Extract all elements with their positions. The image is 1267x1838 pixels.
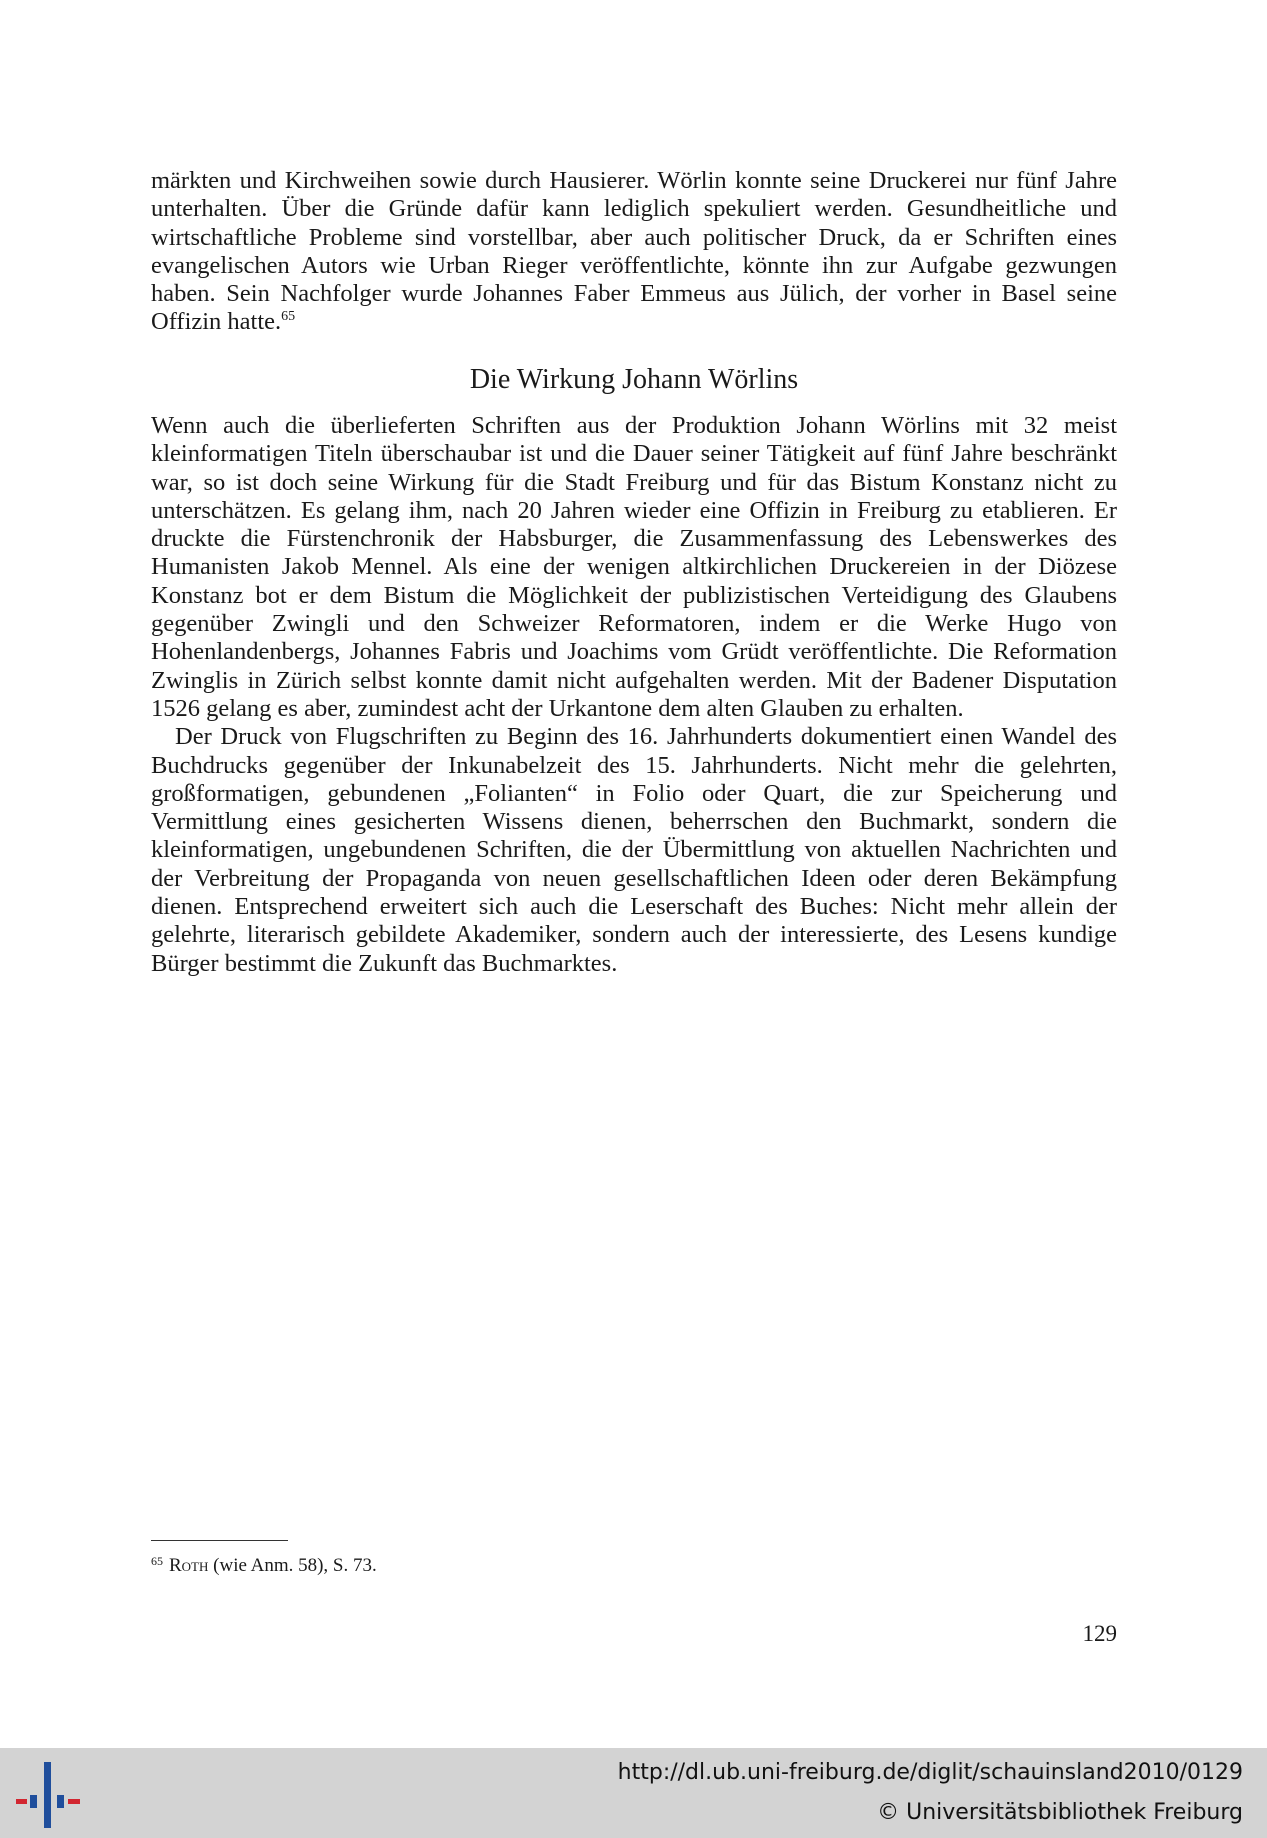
section-paragraph-2: Der Druck von Flugschriften zu Beginn des 16. Jahrhunderts dokumentiert einen Wandel des Buchdrucks gegenüber der Inkunabelzeit des 15. Jahrhunderts. Nicht mehr die gelehrten, großformatigen, gebundenen „Folianten“ in Folio oder Quart, die zur Speicherung und Vermittlung eines gesicherten Wissens dienen, beherrschen den Buchmarkt, sondern die kleinformatigen, ungebundenen Schriften, die der Übermittlung von aktuellen Nachrichten und der Verbreitung der Propaganda von neuen gesellschaftlichen Ideen oder deren Bekämpfung dienen. Entsprechend erweitert sich auch die Leserschaft des Buches: Nicht mehr allein der gelehrte, literarisch gebildete Akademiker, sondern auch der interessierte, des Lesens kundige Bürger bestimmt die Zukunft das Buchmarktes. <box>151 723 1117 977</box>
footnote-author: Roth <box>169 1555 209 1576</box>
section-heading: Die Wirkung Johann Wörlins <box>469 364 799 395</box>
footnote-divider <box>151 1540 288 1541</box>
footnote-text: (wie Anm. 58), S. 73. <box>208 1555 377 1576</box>
footnote <box>151 1549 1117 1578</box>
footer-copyright: © Universitätsbibliothek Freiburg <box>877 1800 1243 1825</box>
footnote-reference[interactable]: 65 <box>281 309 296 325</box>
page-number: 129 <box>1082 1621 1117 1646</box>
section-paragraph-1: Wenn auch die überlieferten Schriften aus der Produktion Johann Wörlins mit 32 meist kleinformatigen Titeln überschaubar ist und die Dauer seiner Tätigkeit auf fünf Jahre beschränkt war, so ist doch seine Wirkung für die Stadt Freiburg und für das Bistum Konstanz nicht zu unterschätzen. Es gelang ihm, nach 20 Jahren wieder eine Offizin in Freiburg zu etablieren. Er druckte die Fürstenchronik der Habsburger, die Zusammenfassung des Lebenswerkes des Humanisten Jakob Mennel. Als eine der wenigen altkirchlichen Druckereien in der Diözese Konstanz bot er dem Bistum die Möglichkeit der publizistischen Verteidigung des Glaubens gegenüber Zwingli und den Schweizer Reformatoren, indem er die Werke Hugo von Hohenlandenbergs, Johannes Fabris und Joachims vom Grüdt veröffentlichte. Die Reformation Zwinglis in Zürich selbst konnte damit nicht aufgehalten werden. Mit der Badener Disputation 1526 gelang es aber, zumindest acht der Urkantone dem alten Glauben zu erhalten. <box>151 412 1117 722</box>
intro-paragraph-text: märkten und Kirchweihen sowie durch Hausierer. Wörlin konnte seine Druckerei nur fünf Jahre unterhalten. Über die Gründe dafür kann lediglich spekuliert werden. Gesundheitliche und wirtschaftliche Probleme sind vorstellbar, aber auch politischer Druck, da er Schriften eines evangelischen Autors wie Urban Rieger veröffentlichte, könnte ihn zur Aufgabe gezwungen haben. Sein Nachfolger wurde Johannes Faber Emmeus aus Jülich, der vorher in Basel seine Offizin hatte. <box>151 167 1117 336</box>
footer-bar <box>0 1748 1267 1838</box>
footer-url-link[interactable]: http://dl.ub.uni-freiburg.de/diglit/schauinsland2010/0129 <box>617 1760 1243 1785</box>
intro-paragraph <box>151 167 1117 337</box>
ub-freiburg-logo-icon <box>16 1762 80 1828</box>
footnote-number: 65 <box>151 1554 163 1568</box>
section-body <box>151 412 1117 978</box>
